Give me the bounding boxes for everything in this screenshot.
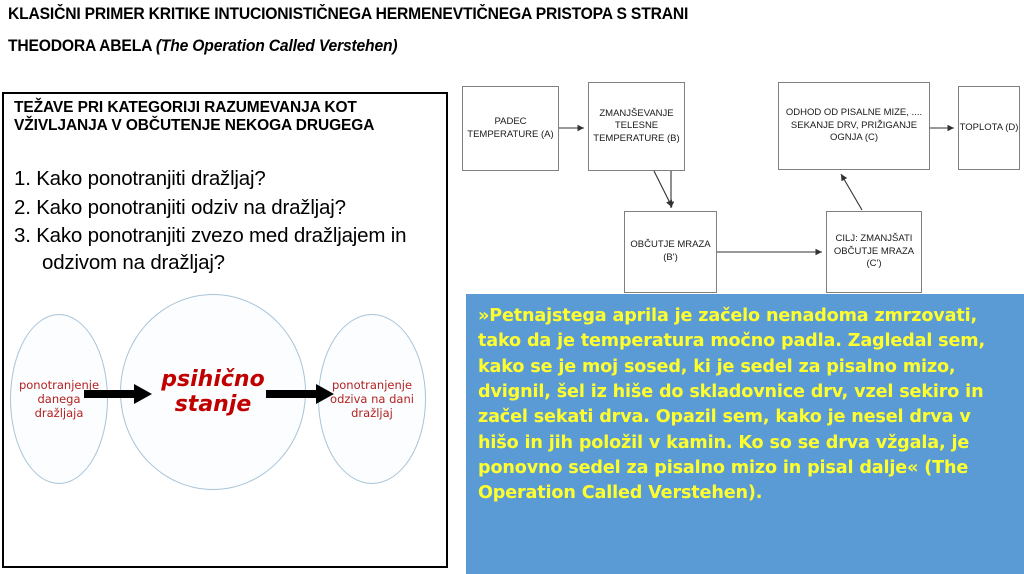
list-item: 3. Kako ponotranjiti zvezo med dražljajem in odzivom na dražljaj? [14,224,407,274]
flowchart-box-c: ODHOD OD PISALNE MIZE, .... SEKANJE DRV, PRIŽIGANJE OGNJA (C) [778,82,930,170]
ellipse-stimulus-label: ponotranjenje danega dražljaja [18,377,100,420]
flowchart-box-a: PADEC TEMPERATURE (A) [462,86,559,171]
flowchart-box-c-prime: CILJ: ZMANJŠATI OBČUTJE MRAZA (C') [826,211,922,293]
quote-text: »Petnajstega aprila je začelo nenadoma zmrzovati, tako da je temperatura močno padla. Zagledal sem, kako se je moj sosed, ki je sedel za pisalno mizo, dvignil, šel iz hiše do skladovnice drv, vzel sekiro in začel sekati drva. Opazil sem, kako je nesel drva v hišo in jih položil v kamin. Ko so se drva vžgala, je ponovno sedel za pisalno mizo in pisal dalje« (The Operation Called Verstehen). [478,306,986,504]
title-line-2 [8,38,958,55]
list-item: 2. Kako ponotranjiti odziv na dražljaj? [14,195,346,219]
flowchart-box-b-prime: OBČUTJE MRAZA (B') [624,211,717,293]
quote-panel [466,294,1024,574]
left-panel-heading: TEŽAVE PRI KATEGORIJI RAZUMEVANJA KOT VŽIVLJANJA V OBČUTENJE NEKOGA DRUGEGA [14,99,375,135]
ellipse-response-label: ponotranjenje odziva na dani dražljaj [330,377,414,420]
title-latin-subtitle: (The Operation Called Verstehen) [155,37,398,56]
list-item: 1. Kako ponotranjiti dražljaj? [14,167,266,190]
page-title [8,6,1008,56]
left-content-box [2,92,448,568]
title-line-1: KLASIČNI PRIMER KRITIKE INTUCIONISTIČNEGA HERMENEVTIČNEGA PRISTOPA S STRANI [8,5,689,23]
causal-flowchart [458,80,1024,295]
ellipse-mental-state-label: psihično stanje [161,366,265,417]
arrow-right-icon [266,382,336,406]
flowchart-box-b: ZMANJŠEVANJE TELESNE TEMPERATURE (B) [588,82,685,171]
stimulus-response-diagram [8,292,444,502]
title-author: THEODORA ABELA [8,37,156,56]
arrow-right-icon [84,382,154,406]
flowchart-box-d: TOPLOTA (D) [958,86,1020,170]
question-list [14,166,444,279]
